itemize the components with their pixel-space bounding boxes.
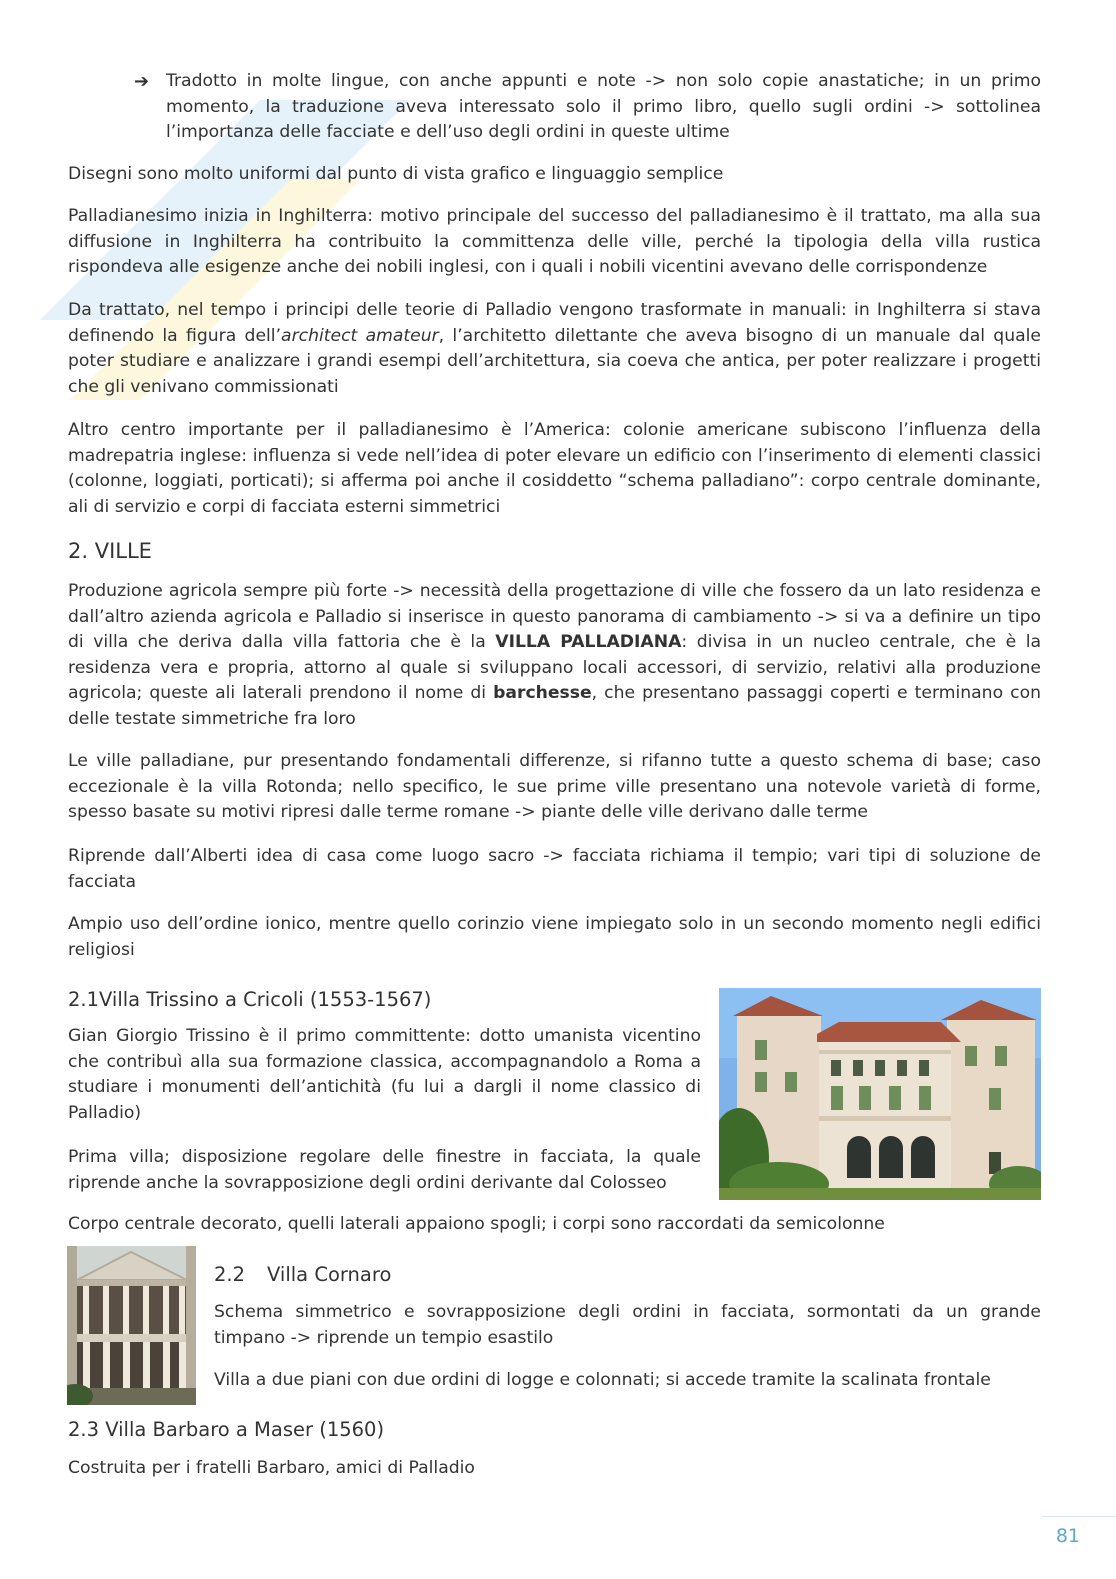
villa-trissino-photo	[719, 988, 1041, 1200]
page-number-rule	[1042, 1516, 1116, 1517]
page-number: 81	[1055, 1525, 1080, 1547]
heading-title: Villa Cornaro	[267, 1263, 392, 1286]
italic-term: architect amateur	[281, 325, 439, 346]
paragraph: Disegni sono molto uniformi dal punto di vista grafico e linguaggio semplice	[68, 164, 724, 184]
arrow-bullet-icon: ➔	[134, 71, 150, 92]
paragraph: Villa a due piani con due ordini di logge e colonnati; si accede tramite la scalinata frontale	[214, 1370, 991, 1390]
paragraph: Schema simmetrico e sovrapposizione degli ordini in facciata, sormontati da un grande timpano -> riprende un tempio esastilo	[214, 1302, 1041, 1348]
text-run: Da trattato, nel tempo i principi delle teorie di Palladio vengono trasformate in manuali: in Inghilterra si stava definendo la figura dell’	[68, 300, 1041, 346]
paragraph: Riprende dall’Alberti idea di casa come luogo sacro -> facciata richiama il tempio; vari tipi di soluzione de facciata	[68, 846, 1041, 892]
subsection-heading	[214, 1262, 391, 1288]
text-run: Produzione agricola sempre più forte -> necessità della progettazione di ville che fossero da un lato residenza e dall’altro azienda agricola e Palladio si inserisce in questo panorama di cambiamento -> si va a definire un tipo di villa che deriva dalla villa fattoria che è la	[68, 581, 1041, 652]
paragraph: Palladianesimo inizia in Inghilterra: motivo principale del successo del palladianesimo è il trattato, ma alla sua diffusione in Inghilterra ha contribuito la committenza delle ville, perché la tipologia della villa rustica rispondeva alle esigenze anche dei nobili inglesi, con i quali i nobili vicentini avevano delle corrispondenze	[68, 206, 1041, 277]
text-run: , che presentano passaggi coperti e terminano con delle testate simmetriche fra loro	[68, 683, 1041, 729]
bullet-text: Tradotto in molte lingue, con anche appunti e note -> non solo copie anastatiche; in un primo momento, la traduzione aveva interessato solo il primo libro, quello sugli ordini -> sottolinea l’importanza delle facciate e dell’uso degli ordini in queste ultime	[166, 71, 1041, 142]
paragraph: Costruita per i fratelli Barbaro, amici di Palladio	[68, 1458, 475, 1478]
paragraph: Altro centro importante per il palladianesimo è l’America: colonie americane subiscono l’influenza della madrepatria inglese: influenza si vede nell’idea di poter elevare un edificio con l’inserimento di elementi classici (colonne, loggiati, porticati); si afferma poi anche il cosiddetto “schema palladiano”: corpo centrale dominante, ali di servizio e corpi di facciata esterni simmetrici	[68, 420, 1041, 517]
subsection-heading: 2.1Villa Trissino a Cricoli (1553-1567)	[68, 988, 432, 1011]
paragraph	[68, 579, 1041, 732]
subsection-heading: 2.3 Villa Barbaro a Maser (1560)	[68, 1418, 385, 1441]
heading-number: 2.2	[214, 1263, 246, 1286]
text-run: : divisa in un nucleo centrale, che è la residenza vera e propria, attorno al quale si sviluppano locali accessori, di servizio, relativi alla produzione agricola; queste ali laterali prendono il nome di	[68, 632, 1042, 703]
paragraph: Corpo centrale decorato, quelli laterali appaiono spogli; i corpi sono raccordati da semicolonne	[68, 1214, 885, 1234]
paragraph: Gian Giorgio Trissino è il primo committente: dotto umanista vicentino che contribuì alla sua formazione classica, accompagnandolo a Roma a studiare i monumenti dell’antichità (fu lui a dargli il nome classico di Palladio)	[68, 1026, 701, 1123]
paragraph	[68, 298, 1041, 400]
section-heading: 2. VILLE	[68, 539, 152, 563]
text-run: , l’architetto dilettante che aveva bisogno di un manuale dal quale poter studiare e analizzare i grandi esempi dell’architettura, sia coeva che antica, per poter realizzare i progetti che gli venivano commissionati	[68, 325, 1041, 397]
paragraph: Ampio uso dell’ordine ionico, mentre quello corinzio viene impiegato solo in un secondo momento negli edifici religiosi	[68, 914, 1041, 960]
villa-cornaro-photo	[67, 1246, 196, 1405]
bold-term: barchesse	[493, 683, 592, 703]
paragraph: Prima villa; disposizione regolare delle finestre in facciata, la quale riprende anche la sovrapposizione degli ordini derivante dal Colosseo	[68, 1147, 701, 1193]
bold-term: VILLA PALLADIANA	[495, 632, 682, 652]
paragraph: Le ville palladiane, pur presentando fondamentali differenze, si rifanno tutte a questo schema di base; caso eccezionale è la villa Rotonda; nello specifico, le sue prime ville presentano una notevole varietà di forme, spesso basate su motivi ripresi dalle terme romane -> piante delle ville derivano dalle terme	[68, 751, 1041, 822]
